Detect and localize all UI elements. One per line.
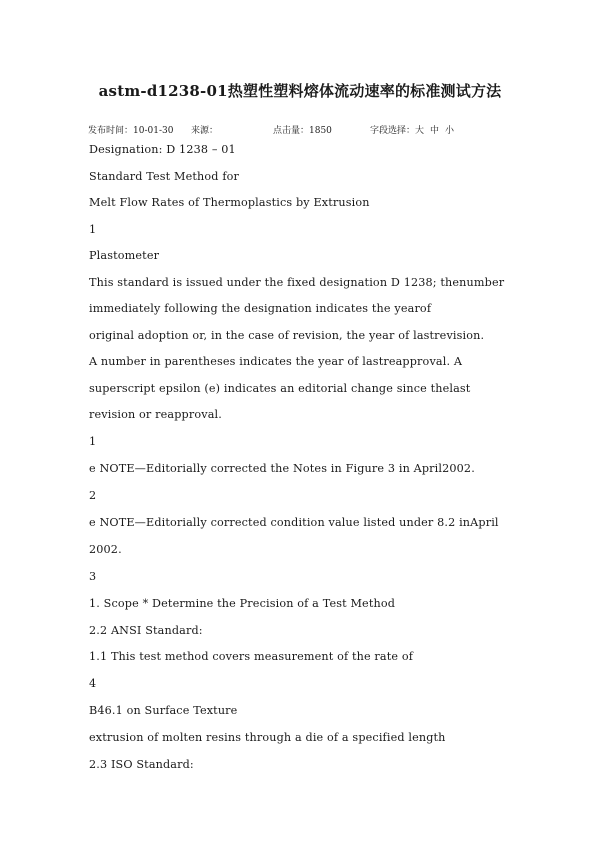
body-line: Melt Flow Rates of Thermoplastics by Extrusion — [89, 196, 370, 209]
body-line: A number in parentheses indicates the year of lastreapproval. A — [89, 355, 463, 368]
body-line: original adoption or, in the case of revision, the year of lastrevision. — [89, 329, 485, 342]
font-size-large-link[interactable]: 大 — [415, 126, 425, 136]
article-meta-bar — [88, 123, 460, 136]
body-line: superscript epsilon (e) indicates an editorial change since thelast — [89, 382, 471, 395]
font-size-small-link[interactable]: 小 — [445, 126, 455, 136]
body-line: 2 — [89, 489, 97, 502]
body-line: extrusion of molten resins through a die of a specified length — [89, 731, 446, 744]
body-line: 4 — [89, 677, 97, 690]
body-line: 1 — [89, 223, 97, 236]
page-title: astm-d1238-01热塑性塑料熔体流动速率的标准测试方法 — [98, 82, 502, 100]
body-line: 3 — [89, 570, 97, 583]
body-line: 2002. — [89, 543, 122, 556]
body-line: e NOTE—Editorially corrected the Notes in Figure 3 in April2002. — [89, 462, 475, 475]
click-count: 点击量：1850 — [273, 126, 332, 136]
body-line: Designation: D 1238 – 01 — [89, 143, 236, 156]
publish-time: 发布时间：10-01-30 — [88, 126, 174, 136]
body-line: immediately following the designation indicates the yearof — [89, 302, 432, 315]
body-line: Standard Test Method for — [89, 170, 239, 183]
body-line: 1.1 This test method covers measurement of the rate of — [89, 650, 414, 663]
body-line: 2.2 ANSI Standard: — [89, 624, 203, 637]
font-size-label: 字段选择： — [370, 126, 416, 136]
source-label: 来源： — [191, 126, 219, 136]
body-line: Plastometer — [89, 249, 160, 262]
body-line: 1. Scope * Determine the Precision of a Test Method — [89, 597, 396, 610]
body-line: revision or reapproval. — [89, 408, 222, 421]
body-line: 1 — [89, 435, 97, 448]
body-line: 2.3 ISO Standard: — [89, 758, 194, 771]
body-line: This standard is issued under the fixed designation D 1238; thenumber — [89, 276, 505, 289]
body-line: e NOTE—Editorially corrected condition value listed under 8.2 inApril — [89, 516, 499, 529]
font-size-medium-link[interactable]: 中 — [430, 126, 440, 136]
body-line: B46.1 on Surface Texture — [89, 704, 238, 717]
